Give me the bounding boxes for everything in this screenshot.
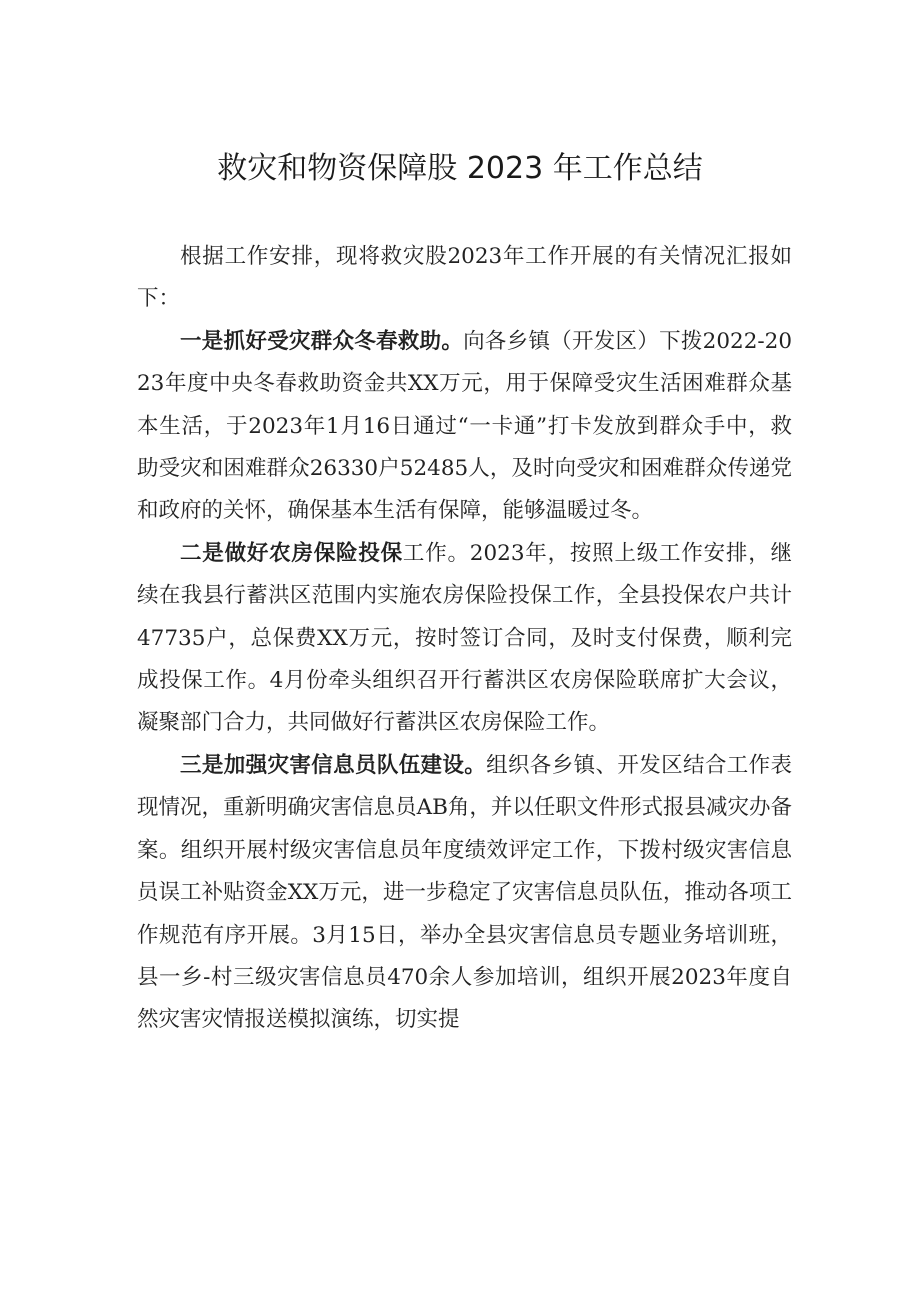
paragraph-housing-insurance [137,533,792,745]
paragraph-intro [137,236,792,321]
paragraph-text: 向各乡镇（开发区）下拨2022-2023年度中央冬春救助资金共XX万元，用于保障受灾生活困难群众基本生活，于2023年1月16日通过“一卡通”打卡发放到群众手中，救助受灾和困难群众26330户52485人，及时向受灾和困难群众传递党和政府的关怀，确保基本生活有保障，能够温暖过冬。 [137,328,792,524]
paragraph-winter-relief [137,321,792,533]
paragraph-heading: 一是抓好受灾群众冬春救助。 [180,328,464,354]
paragraph-heading: 二是做好农房保险投保 [180,540,403,566]
document-body [137,236,792,1042]
paragraph-text: 组织各乡镇、开发区结合工作表现情况，重新明确灾害信息员AB角，并以任职文件形式报县减灾办备案。组织开展村级灾害信息员年度绩效评定工作，下拨村级灾害信息员误工补贴资金XX万元，进一步稳定了灾害信息员队伍，推动各项工作规范有序开展。3月15日，举办全县灾害信息员专题业务培训班，县一乡-村三级灾害信息员470余人参加培训，组织开展2023年度自然灾害灾情报送模拟演练，切实提 [137,752,792,1033]
document-title: 救灾和物资保障股 2023 年工作总结 [217,151,703,186]
paragraph-text: 工作。2023年，按照上级工作安排，继续在我县行蓄洪区范围内实施农房保险投保工作，全县投保农户共计47735户，总保费XX万元，按时签订合同，及时支付保费，顺利完成投保工作。4月份牵头组织召开行蓄洪区农房保险联席扩大会议，凝聚部门合力，共同做好行蓄洪区农房保险工作。 [137,540,792,736]
paragraph-text: 根据工作安排，现将救灾股2023年工作开展的有关情况汇报如下： [137,244,792,312]
paragraph-heading: 三是加强灾害信息员队伍建设。 [180,752,487,778]
paragraph-disaster-informants [137,745,792,1042]
